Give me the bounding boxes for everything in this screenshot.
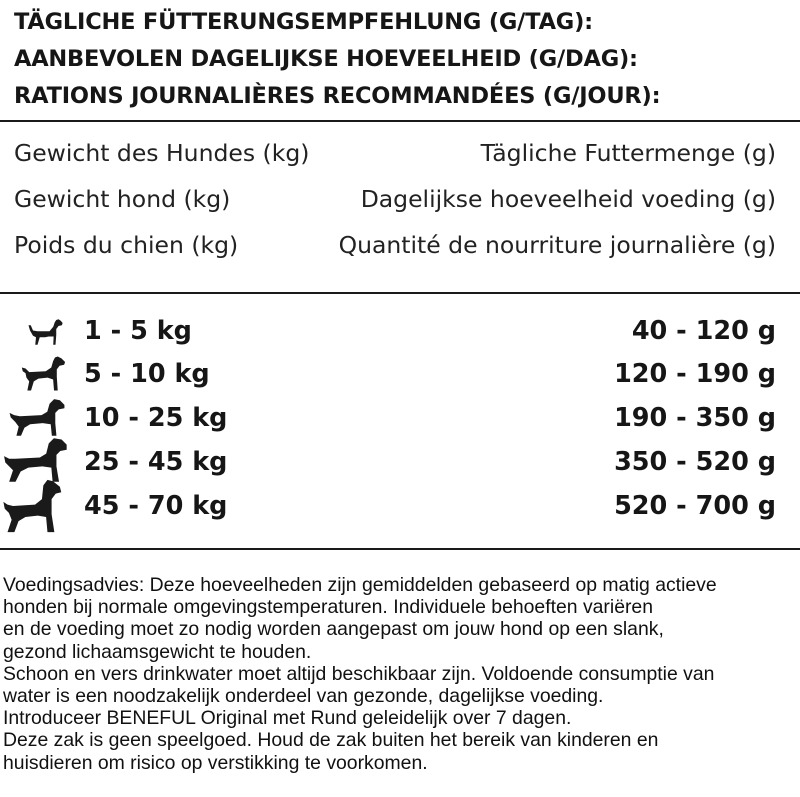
small-dog-icon bbox=[26, 317, 64, 347]
column-header-row-dutch bbox=[14, 176, 776, 222]
heading-dutch: AANBEVOLEN DAGELIJKSE HOEVEELHEID (G/DAG): bbox=[14, 46, 638, 72]
feeding-advice-text bbox=[3, 574, 797, 774]
feeding-row bbox=[0, 440, 776, 484]
weight-header: Gewicht des Hundes (kg) bbox=[14, 139, 310, 167]
weight-header: Gewicht hond (kg) bbox=[14, 185, 231, 213]
advice-line: honden bij normale omgevingstemperaturen. Individuele behoeften variëren bbox=[3, 596, 654, 619]
amount-header: Tägliche Futtermenge (g) bbox=[480, 139, 776, 167]
feeding-row bbox=[0, 352, 776, 396]
daily-amount: 350 - 520 g bbox=[614, 447, 776, 477]
safety-warning-line: huisdieren om risico op verstikking te voorkomen. bbox=[3, 751, 428, 774]
daily-amount: 520 - 700 g bbox=[614, 491, 776, 521]
heading-block bbox=[14, 4, 794, 115]
weight-header: Poids du chien (kg) bbox=[14, 231, 239, 259]
large-dog-icon bbox=[4, 437, 68, 483]
weight-range: 10 - 25 kg bbox=[84, 403, 228, 433]
daily-amount: 120 - 190 g bbox=[614, 359, 776, 389]
amount-header: Quantité de nourriture journalière (g) bbox=[338, 231, 776, 259]
advice-line: Voedingsadvies: Deze hoeveelheden zijn gemiddelden gebaseerd op matig actieve bbox=[3, 574, 717, 596]
transition-advice-line: Introduceer BENEFUL Original met Rund geleidelijk over 7 dagen. bbox=[3, 707, 572, 730]
daily-amount: 190 - 350 g bbox=[614, 403, 776, 433]
daily-amount: 40 - 120 g bbox=[631, 316, 776, 346]
amount-header: Dagelijkse hoeveelheid voeding (g) bbox=[360, 185, 776, 213]
column-header-row-french bbox=[14, 222, 776, 268]
medium-dog-icon bbox=[8, 398, 66, 438]
advice-line: en de voeding moet zo nodig worden aangepast om jouw hond op een slank, bbox=[3, 618, 664, 641]
feeding-row bbox=[0, 484, 776, 528]
heading-french: RATIONS JOURNALIÈRES RECOMMANDÉES (G/JOUR): bbox=[14, 83, 661, 109]
feeding-row bbox=[0, 396, 776, 440]
water-advice-line: water is een noodzakelijk onderdeel van gezonde, dagelijkse voeding. bbox=[3, 685, 604, 708]
weight-range: 1 - 5 kg bbox=[84, 316, 192, 346]
divider-middle bbox=[0, 292, 800, 294]
divider-top bbox=[0, 120, 800, 122]
safety-warning-line: Deze zak is geen speelgoed. Houd de zak buiten het bereik van kinderen en bbox=[3, 729, 659, 752]
weight-range: 25 - 45 kg bbox=[84, 447, 228, 477]
weight-range: 45 - 70 kg bbox=[84, 491, 228, 521]
divider-bottom bbox=[0, 548, 800, 550]
water-advice-line: Schoon en vers drinkwater moet altijd beschikbaar zijn. Voldoende consumptie van bbox=[3, 662, 715, 685]
weight-range: 5 - 10 kg bbox=[84, 359, 210, 389]
column-header-row-german bbox=[14, 130, 776, 176]
giant-dog-icon bbox=[2, 478, 64, 534]
small-medium-dog-icon bbox=[20, 355, 66, 393]
advice-line: gezond lichaamsgewicht te houden. bbox=[3, 640, 312, 663]
feeding-row bbox=[0, 309, 776, 353]
heading-german: TÄGLICHE FÜTTERUNGSEMPFEHLUNG (G/TAG): bbox=[14, 9, 593, 35]
